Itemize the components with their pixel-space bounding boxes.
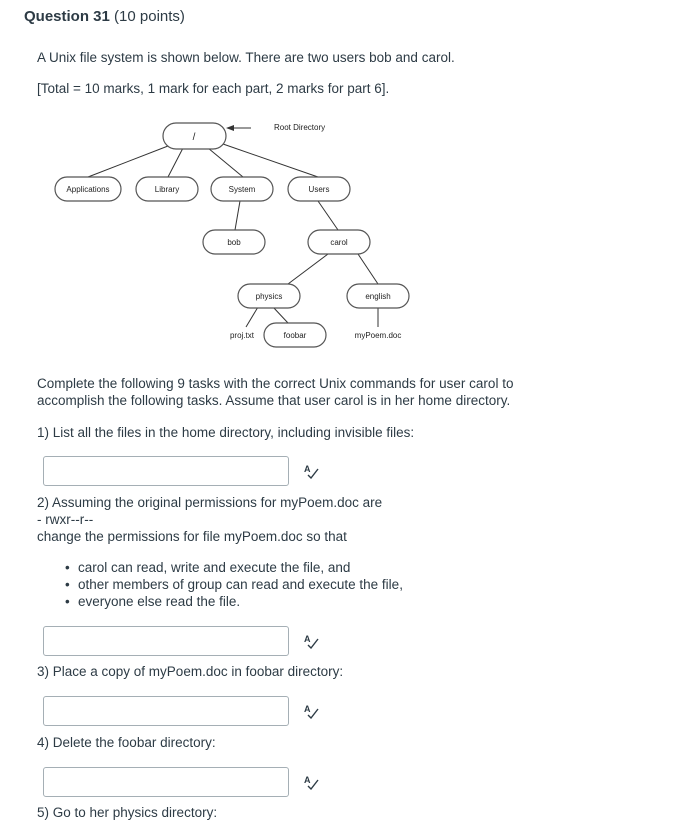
applications-label: Applications [66, 185, 110, 194]
mypoem-label: myPoem.doc [354, 331, 402, 340]
task-2-line-3: change the permissions for file myPoem.doc so that [37, 529, 347, 544]
svg-text:A: A [304, 775, 311, 785]
question-title: Question 31 [24, 8, 110, 25]
question-points: (10 points) [114, 8, 185, 25]
library-label: Library [154, 185, 180, 194]
task-5-prompt: 5) Go to her physics directory: [37, 805, 218, 820]
svg-text:A: A [304, 634, 311, 644]
spellcheck-icon[interactable] [303, 463, 319, 479]
english-label: english [365, 292, 391, 301]
intro-line-2: [Total = 10 marks, 1 mark for each part, 2 marks for part 6]. [37, 81, 390, 96]
foobar-label: foobar [283, 331, 307, 340]
task-2-bullet: • carol can read, write and execute the file, and [63, 559, 403, 576]
task-4-prompt: 4) Delete the foobar directory: [37, 735, 216, 750]
users-label: Users [308, 185, 330, 194]
intro-line-1: A Unix file system is shown below. There are two users bob and carol. [37, 50, 455, 65]
system-label: System [228, 185, 256, 194]
root-directory-label: Root Directory [274, 123, 326, 132]
task-3-answer[interactable] [43, 696, 289, 726]
task-2-permissions: - rwxr--r-- [37, 512, 94, 527]
instructions-line-2: accomplish the following tasks. Assume that user carol is in her home directory. [37, 393, 511, 408]
task-2-bullets [63, 559, 403, 610]
task-4-answer[interactable] [43, 767, 289, 797]
root-label: / [192, 132, 196, 143]
bob-label: bob [227, 238, 241, 247]
spellcheck-icon[interactable] [303, 633, 319, 649]
physics-label: physics [255, 292, 283, 301]
svg-text:A: A [304, 704, 311, 714]
question-header [24, 8, 185, 25]
task-2-answer[interactable] [43, 626, 289, 656]
task-2-bullet: • other members of group can read and execute the file, [63, 576, 403, 593]
proj-label: proj.txt [229, 331, 255, 340]
task-2-bullet: • everyone else read the file. [63, 593, 403, 610]
file-system-diagram [48, 112, 428, 352]
svg-text:A: A [304, 464, 311, 474]
spellcheck-icon[interactable] [303, 703, 319, 719]
task-1-answer[interactable] [43, 456, 289, 486]
task-3-prompt: 3) Place a copy of myPoem.doc in foobar directory: [37, 664, 344, 679]
task-2-prompt [37, 494, 382, 545]
carol-label: carol [330, 238, 348, 247]
instructions [37, 375, 513, 409]
task-1-prompt: 1) List all the files in the home directory, including invisible files: [37, 425, 415, 440]
task-2-line-1: 2) Assuming the original permissions for myPoem.doc are [37, 495, 383, 510]
spellcheck-icon[interactable] [303, 774, 319, 790]
instructions-line-1: Complete the following 9 tasks with the correct Unix commands for user carol to [37, 376, 514, 391]
